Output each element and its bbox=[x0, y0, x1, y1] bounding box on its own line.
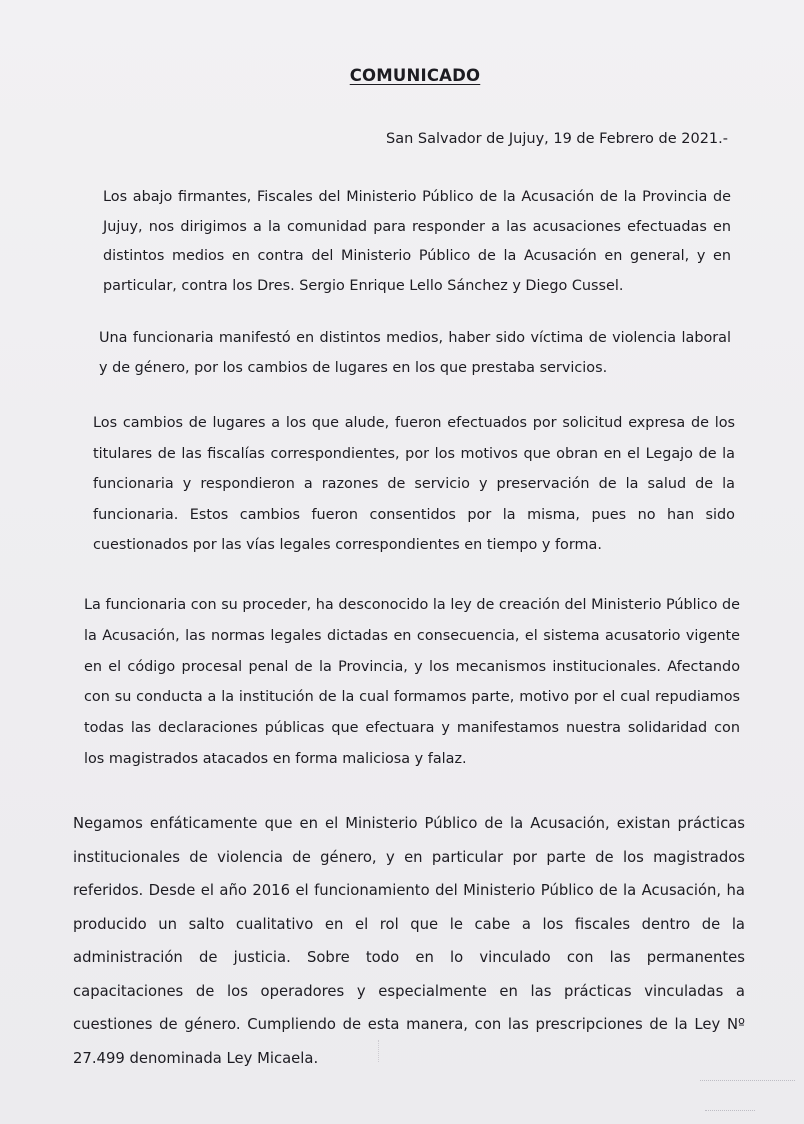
paragraph-intro: Los abajo firmantes, Fiscales del Ministerio Público de la Acusación de la Provincia de Jujuy, nos dirigimos a la comunidad para responder a las acusaciones efectuadas en distintos medios en contra del Ministerio Público de la Acusación en general, y en particular, contra los Dres. Sergio Enrique Lello Sánchez y Diego Cussel. bbox=[103, 189, 731, 294]
paragraph-complaint: Una funcionaria manifestó en distintos medios, haber sido víctima de violencia laboral y de género, por los cambios de lugares en los que prestaba servicios. bbox=[99, 330, 731, 376]
document-title: COMUNICADO bbox=[349, 66, 481, 85]
dateline: San Salvador de Jujuy, 19 de Febrero de 2021.- bbox=[386, 131, 728, 147]
paper-mark bbox=[378, 1040, 397, 1062]
paragraph-changes: Los cambios de lugares a los que alude, fueron efectuados por solicitud expresa de los titulares de las fiscalías correspondientes, por los motivos que obran en el Legajo de la funcionaria y respondieron a razones de servicio y preservación de la salud de la funcionaria. Estos cambios fueron consentidos por la misma, pues no han sido cuestionados por las vías legales correspondientes en tiempo y forma. bbox=[93, 415, 735, 553]
paragraph-denial: Negamos enfáticamente que en el Ministerio Público de la Acusación, existan prácticas institucionales de violencia de género, y en particular por parte de los magistrados referidos. Desde el año 2016 el funcionamiento del Ministerio Público de la Acusación, ha producido un salto cualitativo en el rol que le cabe a los fiscales dentro de la administración de justicia. Sobre todo en lo vinculado con las permanentes capacitaciones de los operadores y especialmente en las prácticas vinculadas a cuestiones de género. Cumpliendo de esta manera, con las prescripciones de la Ley Nº 27.499 denominada Ley Micaela. bbox=[73, 815, 745, 1067]
paragraph-repudiation: La funcionaria con su proceder, ha desconocido la ley de creación del Ministerio Público de la Acusación, las normas legales dictadas en consecuencia, el sistema acusatorio vigente en el código procesal penal de la Provincia, y los mecanismos institucionales. Afectando con su conducta a la institución de la cual formamos parte, motivo por el cual repudiamos todas las declaraciones públicas que efectuara y manifestamos nuestra solidaridad con los magistrados atacados en forma maliciosa y falaz. bbox=[84, 597, 740, 767]
signature-trace bbox=[700, 1080, 795, 1082]
signature-trace bbox=[705, 1110, 755, 1112]
